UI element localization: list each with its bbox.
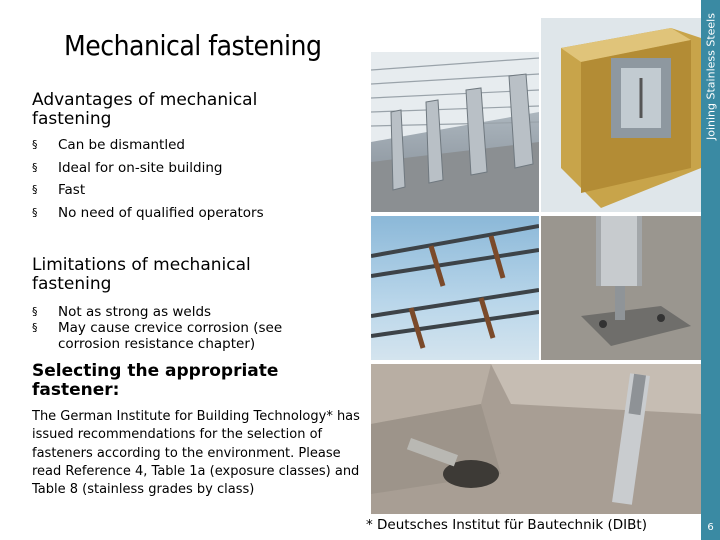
advantages-heading: Advantages of mechanical fastening: [32, 90, 258, 129]
selecting-heading: Selecting the appropriate fastener:: [32, 361, 279, 400]
railing-photo: [371, 52, 539, 212]
list-item: [32, 134, 264, 157]
bullet-icon: §: [32, 305, 38, 318]
list-item: [32, 179, 264, 202]
limitations-heading: Limitations of mechanical fastening: [32, 255, 251, 294]
page-number: 6: [707, 522, 714, 533]
list-item: [32, 320, 318, 352]
side-title: [701, 0, 720, 160]
glazing-fixing-photo: [371, 216, 539, 360]
slide-title: Mechanical fastening: [64, 29, 322, 62]
footnote: * Deutsches Institut für Bautechnik (DIBt): [366, 517, 647, 533]
bullet-icon: §: [32, 183, 38, 196]
list-item-label: Ideal for on-site building: [58, 159, 223, 176]
list-item-label: May cause crevice corrosion (see corrosion resistance chapter): [58, 320, 283, 352]
bullet-icon: §: [32, 160, 38, 174]
list-item-label: Can be dismantled: [58, 137, 185, 153]
selecting-body: The German Institute for Building Technology* has issued recommendations for the selection of fasteners according to the environment. Please read Reference 4, Table 1a (exposure classes) and Table 8 (stainless grades by class): [32, 409, 360, 498]
bullet-icon: §: [32, 138, 38, 151]
list-item-label: No need of qualified operators: [58, 204, 264, 221]
post-base-plate-photo: [541, 216, 701, 360]
side-title-label: Joining Stainless Steels: [704, 13, 718, 140]
list-item-label: Fast: [58, 182, 86, 198]
limitations-list: [32, 304, 318, 352]
list-item: [32, 304, 318, 320]
list-item: [32, 157, 264, 180]
bullet-icon: §: [32, 205, 38, 219]
advantages-list: [32, 134, 264, 224]
facade-anchor-photo: [541, 18, 701, 212]
list-item-label: Not as strong as welds: [58, 304, 212, 320]
stone-anchor-photo: [371, 364, 701, 514]
bullet-icon: §: [32, 321, 38, 334]
list-item: [32, 202, 264, 225]
